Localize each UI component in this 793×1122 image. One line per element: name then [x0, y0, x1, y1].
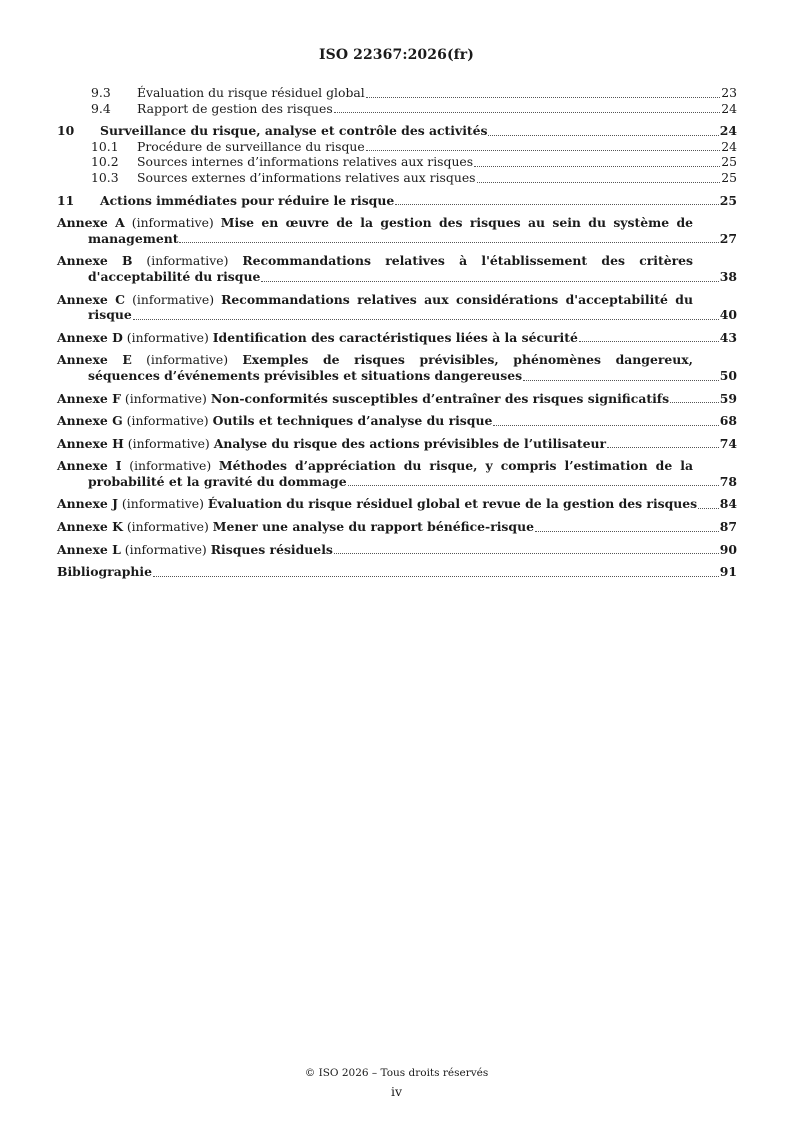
annex-title: Risques résiduels	[210, 541, 333, 557]
annex-type: (informative)	[129, 458, 212, 474]
dot-leader	[366, 149, 721, 151]
dot-leader	[579, 340, 719, 342]
toc-entry-number: 9.4	[91, 100, 111, 116]
toc-entry-title: Surveillance du risque, analyse et contrôle des activités	[100, 123, 488, 139]
toc-entry-10[interactable]	[57, 123, 737, 139]
dot-leader	[395, 203, 719, 205]
dot-leader	[477, 181, 721, 183]
annex-label: Annexe I	[57, 458, 122, 474]
toc-entry-page: 50	[719, 367, 737, 383]
annex-label: Annexe J	[57, 496, 118, 512]
toc-entry-page: 23	[721, 85, 737, 100]
annex-type: (informative)	[131, 215, 214, 231]
annex-label: Annexe K	[57, 519, 123, 535]
toc-annex-b[interactable]	[57, 253, 737, 284]
toc-annex-g[interactable]	[57, 413, 737, 429]
annex-type: (informative)	[146, 352, 229, 368]
bibliography-title: Bibliographie	[57, 564, 153, 580]
toc-annex-l[interactable]	[57, 542, 737, 558]
toc-annex-d[interactable]	[57, 330, 737, 346]
annex-title: Outils et techniques d’analyse du risque	[212, 413, 493, 429]
toc-entry-page: 59	[719, 390, 737, 406]
dot-leader	[523, 379, 719, 381]
annex-type: (informative)	[121, 496, 204, 512]
toc-entry-page: 87	[719, 519, 737, 535]
toc-entry-page: 25	[719, 192, 737, 208]
dot-leader	[474, 165, 720, 167]
toc-entry-number: 11	[57, 192, 75, 208]
annex-title-continued: séquences d’événements prévisibles et situations dangereuses	[88, 367, 523, 383]
dot-leader	[493, 424, 718, 426]
table-of-contents	[57, 85, 737, 580]
toc-entry-9-4[interactable]	[57, 101, 737, 117]
toc-annex-k[interactable]	[57, 519, 737, 535]
annex-label: Annexe G	[57, 413, 123, 429]
toc-annex-h[interactable]	[57, 436, 737, 452]
toc-annex-e[interactable]	[57, 352, 737, 383]
toc-entry-page: 25	[721, 169, 737, 185]
toc-entry-number: 10.2	[91, 154, 119, 170]
dot-leader	[366, 96, 720, 98]
dot-leader	[698, 507, 719, 509]
annex-title: Exemples de risques prévisibles, phénomènes dangereux,	[242, 352, 693, 368]
toc-entry-number: 9.3	[91, 85, 111, 100]
annex-title: Mise en œuvre de la gestion des risques au sein du système de	[220, 215, 693, 231]
annex-title: Non-conformités susceptibles d’entraîner des risques significatifs	[210, 390, 670, 406]
annex-label: Annexe E	[57, 352, 132, 368]
toc-entry-page: 74	[719, 435, 737, 451]
annex-label: Annexe C	[57, 291, 126, 307]
annex-type: (informative)	[126, 329, 209, 345]
annex-title: Évaluation du risque résiduel global et revue de la gestion des risques	[207, 496, 698, 512]
toc-entry-page: 27	[719, 230, 737, 246]
toc-entry-9-3[interactable]	[57, 85, 737, 101]
toc-entry-page: 78	[719, 473, 737, 489]
annex-title-continued: risque	[88, 307, 132, 323]
toc-entry-title: Sources externes d’informations relatives aux risques	[137, 169, 476, 185]
toc-annex-a[interactable]	[57, 215, 737, 246]
annex-label: Annexe D	[57, 329, 123, 345]
dot-leader	[334, 111, 720, 113]
toc-entry-title: Rapport de gestion des risques	[137, 100, 333, 116]
annex-label: Annexe L	[57, 541, 121, 557]
toc-bibliography[interactable]	[57, 564, 737, 580]
toc-entry-number: 10.1	[91, 138, 119, 154]
toc-entry-title: Procédure de surveillance du risque	[137, 138, 365, 154]
annex-title: Méthodes d’appréciation du risque, y compris l’estimation de la	[218, 458, 693, 474]
toc-entry-page: 40	[719, 307, 737, 323]
toc-entry-page: 24	[721, 100, 737, 116]
annex-label: Annexe A	[57, 215, 125, 231]
annex-title: Recommandations relatives aux considérations d'acceptabilité du	[221, 291, 693, 307]
toc-entry-page: 84	[719, 496, 737, 512]
page-number: iv	[390, 1084, 403, 1099]
annex-label: Annexe H	[57, 435, 124, 451]
dot-leader	[133, 318, 719, 320]
toc-entry-page: 38	[719, 268, 737, 284]
toc-entry-11[interactable]	[57, 193, 737, 209]
toc-entry-page: 90	[719, 541, 737, 557]
toc-entry-page: 91	[719, 564, 737, 580]
annex-title: Mener une analyse du rapport bénéfice-risque	[212, 519, 534, 535]
annex-type: (informative)	[124, 390, 207, 406]
annex-type: (informative)	[146, 253, 229, 269]
toc-entry-title: Évaluation du risque résiduel global	[137, 85, 365, 100]
dot-leader	[179, 241, 718, 243]
annex-title: Analyse du risque des actions prévisibles de l’utilisateur	[213, 435, 607, 451]
dot-leader	[261, 280, 718, 282]
toc-annex-c[interactable]	[57, 292, 737, 323]
toc-entry-number: 10.3	[91, 169, 119, 185]
annex-type: (informative)	[132, 291, 215, 307]
toc-entry-page: 24	[721, 138, 737, 154]
dot-leader	[488, 134, 718, 136]
toc-entry-page: 43	[719, 329, 737, 345]
annex-label: Annexe B	[57, 253, 133, 269]
dot-leader	[607, 446, 719, 448]
dot-leader	[348, 484, 719, 486]
toc-entry-10-3[interactable]	[57, 170, 737, 186]
annex-title-continued: probabilité et la gravité du dommage	[88, 473, 347, 489]
toc-entry-number: 10	[57, 123, 75, 139]
toc-entry-title: Actions immédiates pour réduire le risque	[100, 192, 395, 208]
annex-label: Annexe F	[57, 390, 121, 406]
toc-entry-title: Sources internes d’informations relatives aux risques	[137, 154, 474, 170]
toc-entry-10-2[interactable]	[57, 154, 737, 170]
toc-entry-page: 68	[719, 413, 737, 429]
dot-leader	[535, 530, 719, 532]
toc-entry-page: 25	[721, 154, 737, 170]
dot-leader	[334, 552, 719, 554]
toc-annex-f[interactable]	[57, 391, 737, 407]
annex-title-continued: d'acceptabilité du risque	[88, 268, 261, 284]
annex-type: (informative)	[126, 413, 209, 429]
annex-title: Identification des caractéristiques liées à la sécurité	[212, 329, 578, 345]
annex-title: Recommandations relatives à l'établissement des critères	[242, 253, 693, 269]
annex-type: (informative)	[127, 435, 210, 451]
annex-type: (informative)	[124, 541, 207, 557]
document-header: ISO 22367:2026(fr)	[318, 47, 474, 63]
toc-annex-i[interactable]	[57, 458, 737, 489]
toc-entry-10-1[interactable]	[57, 139, 737, 155]
copyright-notice: © ISO 2026 – Tous droits réservés	[304, 1067, 489, 1079]
annex-type: (informative)	[126, 519, 209, 535]
dot-leader	[670, 401, 719, 403]
dot-leader	[153, 575, 719, 577]
toc-annex-j[interactable]	[57, 496, 737, 512]
toc-entry-page: 24	[719, 123, 737, 139]
annex-title-continued: management	[88, 230, 179, 246]
